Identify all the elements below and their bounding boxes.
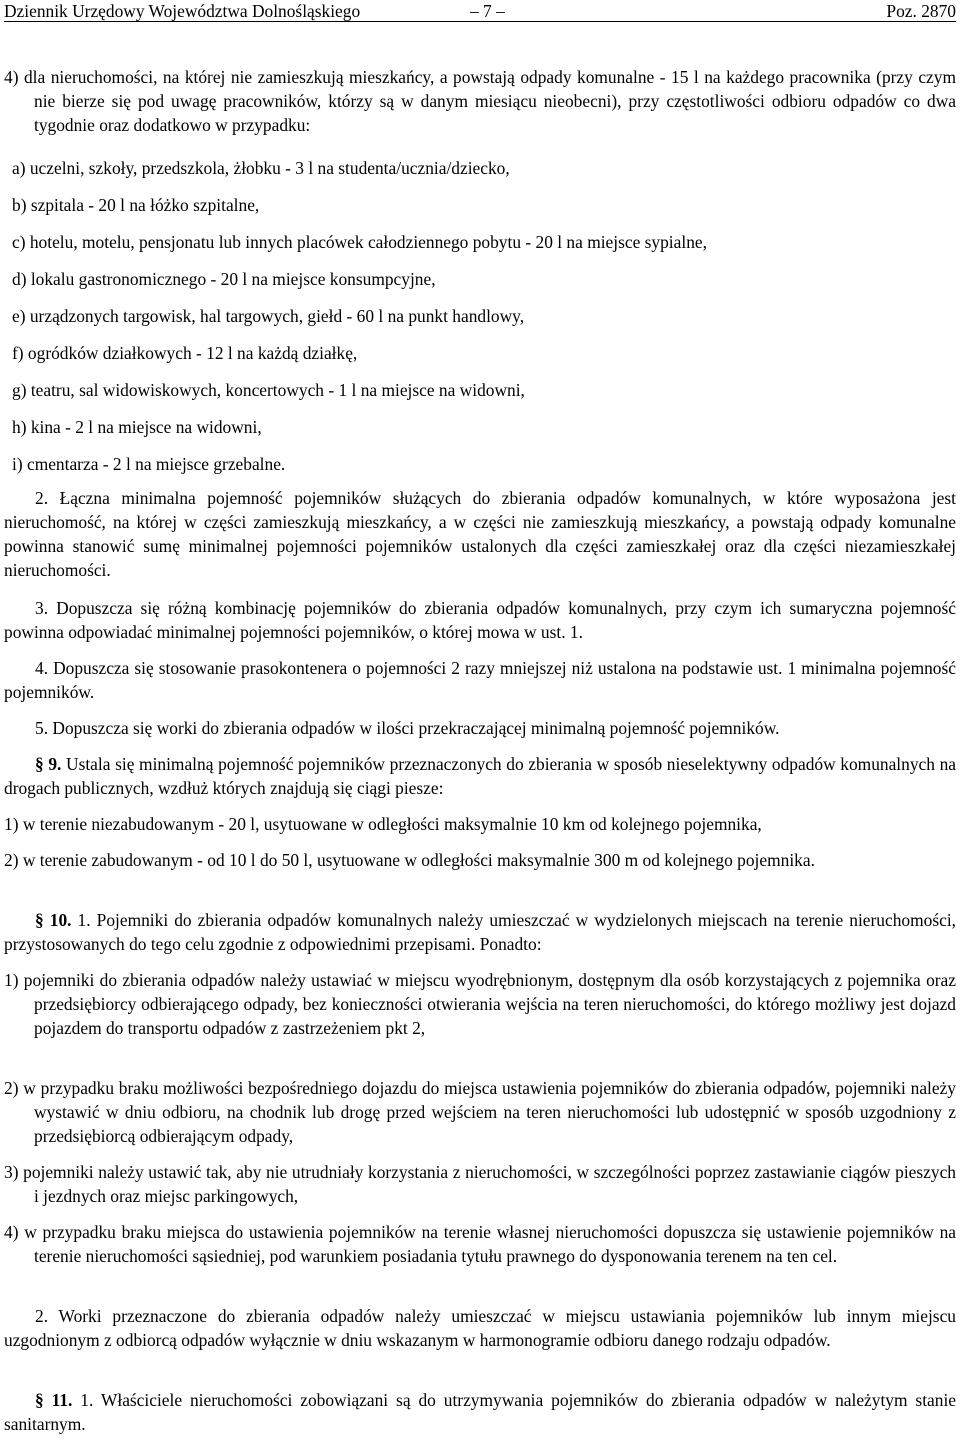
section-11-text: 1. Właściciele nieruchomości zobowiązani są do utrzymywania pojemników do zbierania odpadów w należytym stanie sanitarnym. — [4, 1390, 956, 1434]
page-number: – 7 – — [470, 1, 505, 21]
section-10-text: 1. Pojemniki do zbierania odpadów komunalnych należy umieszczać w wydzielonych miejscach na terenie nieruchomości, przystosowanych do tego celu zgodnie z odpowiednimi przepisami. Ponadto: — [4, 910, 956, 954]
point-4-item-h: h) kina - 2 l na miejsce na widowni, — [12, 417, 262, 437]
point-4-item-b: b) szpitala - 20 l na łóżko szpitalne, — [12, 195, 260, 215]
paragraph-4: 4. Dopuszcza się stosowanie prasokontenera o pojemności 2 razy mniejszej niż ustalona na podstawie ust. 1 minimalna pojemność pojemników. — [4, 658, 956, 702]
section-9-number: § 9. — [35, 754, 62, 774]
paragraph-2: 2. Łączna minimalna pojemność pojemników służących do zbierania odpadów komunalnych, w które wyposażona jest nieruchomość, na której w części zamieszkują mieszkańcy, a w części nie zamieszkują mieszkańcy, a powstają odpady komunalne powinna stanowić sumę minimalnej pojemności pojemników ustalonych dla części zamieszkałej oraz dla części niezamieszkałej nieruchomości. — [4, 488, 956, 580]
section-9-item-2: 2) w terenie zabudowanym - od 10 l do 50 l, usytuowane w odległości maksymalnie 300 m od kolejnego pojemnika. — [4, 850, 815, 870]
point-4-item-i: i) cmentarza - 2 l na miejsce grzebalne. — [12, 454, 286, 474]
point-4-item-d: d) lokalu gastronomicznego - 20 l na miejsce konsumpcyjne, — [12, 269, 436, 289]
position-number: Poz. 2870 — [886, 1, 956, 21]
section-10 — [4, 908, 956, 956]
section-9 — [4, 752, 956, 800]
section-11 — [4, 1388, 956, 1436]
section-10-item-4: 4) w przypadku braku miejsca do ustawienia pojemników na terenie własnej nieruchomości dopuszcza się ustawienie pojemników na terenie nieruchomości sąsiedniej, pod warunkiem posiadania tytułu prawnego do dysponowania terenem na ten cel. — [4, 1222, 956, 1266]
header-rule — [4, 21, 956, 22]
section-10-item-1: 1) pojemniki do zbierania odpadów należy ustawiać w miejscu wyodrębnionym, dostępnym dla osób korzystających z pojemnika oraz przedsiębiorcy odbierającego odpady, bez konieczności otwierania wejścia na teren nieruchomości, do którego możliwy jest dojazd pojazdem do transportu odpadów z zastrzeżeniem pkt 2, — [4, 970, 956, 1038]
point-4-item-c: c) hotelu, motelu, pensjonatu lub innych placówek całodziennego pobytu - 20 l na miejsce sypialne, — [12, 232, 707, 252]
section-10-number: § 10. — [35, 910, 72, 930]
point-4-item-a: a) uczelni, szkoły, przedszkola, żłobku - 3 l na studenta/ucznia/dziecko, — [12, 158, 510, 178]
paragraph-3: 3. Dopuszcza się różną kombinację pojemników do zbierania odpadów komunalnych, przy czym ich sumaryczna pojemność powinna odpowiadać minimalnej pojemności pojemników, o której mowa w ust. 1. — [4, 598, 956, 642]
section-10-paragraph-2: 2. Worki przeznaczone do zbierania odpadów należy umieszczać w miejscu ustawiania pojemników lub innym miejscu uzgodnionym z odbiorcą odpadów wyłącznie w dniu wskazanym w harmonogramie odbioru danego rodzaju odpadów. — [4, 1306, 956, 1350]
point-4-item-f: f) ogródków działkowych - 12 l na każdą działkę, — [12, 343, 358, 363]
point-4-lead: 4) dla nieruchomości, na której nie zamieszkują mieszkańcy, a powstają odpady komunalne - 15 l na każdego pracownika (przy czym nie bierze się pod uwagę pracowników, którzy są w danym miesiącu nieobecni), przy częstotliwości odbioru odpadów co dwa tygodnie oraz dodatkowo w przypadku: — [4, 67, 956, 135]
paragraph-5: 5. Dopuszcza się worki do zbierania odpadów w ilości przekraczającej minimalną pojemność pojemników. — [35, 718, 780, 738]
point-4-item-g: g) teatru, sal widowiskowych, koncertowych - 1 l na miejsce na widowni, — [12, 380, 525, 400]
section-10-item-3: 3) pojemniki należy ustawić tak, aby nie utrudniały korzystania z nieruchomości, w szczególności poprzez zastawianie ciągów pieszych i jezdnych oraz miejsc parkingowych, — [4, 1162, 956, 1206]
section-11-number: § 11. — [35, 1390, 73, 1410]
journal-title: Dziennik Urzędowy Województwa Dolnośląskiego — [4, 1, 361, 21]
section-9-text: Ustala się minimalną pojemność pojemników przeznaczonych do zbierania w sposób nieselektywny odpadów komunalnych na drogach publicznych, wzdłuż których znajdują się ciągi piesze: — [4, 754, 956, 798]
page-header — [4, 0, 956, 22]
section-10-item-2: 2) w przypadku braku możliwości bezpośredniego dojazdu do miejsca ustawienia pojemników do zbierania odpadów, pojemniki należy wystawić w dniu odbioru, na chodnik lub drogę przed wejściem na teren nieruchomości lub udostępnić w sposób uzgodniony z przedsiębiorcą odbierającym odpady, — [4, 1078, 956, 1146]
point-4-item-e: e) urządzonych targowisk, hal targowych, giełd - 60 l na punkt handlowy, — [12, 306, 525, 326]
section-9-item-1: 1) w terenie niezabudowanym - 20 l, usytuowane w odległości maksymalnie 10 km od kolejnego pojemnika, — [4, 814, 762, 834]
